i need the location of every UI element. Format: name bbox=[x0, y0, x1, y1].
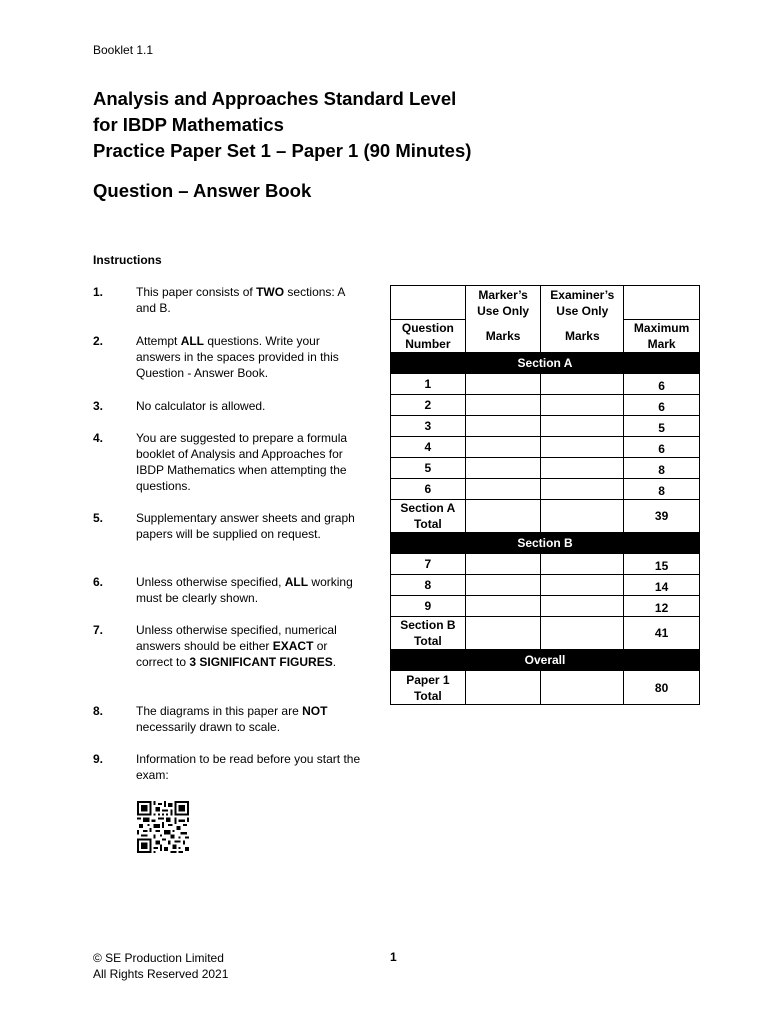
marker-marks-cell[interactable] bbox=[465, 395, 541, 416]
examiner-marks-cell[interactable] bbox=[541, 500, 624, 533]
marker-marks-cell[interactable] bbox=[465, 437, 541, 458]
examiner-marks-cell[interactable] bbox=[541, 458, 624, 479]
rights-text: All Rights Reserved 2021 bbox=[93, 967, 229, 981]
header-marks-examiner: Marks bbox=[541, 320, 624, 353]
booklet-label: Booklet 1.1 bbox=[93, 43, 154, 57]
section-a-total-label: Section A Total bbox=[391, 500, 466, 533]
document-title bbox=[93, 86, 471, 164]
marker-marks-cell[interactable] bbox=[465, 575, 541, 596]
examiner-marks-cell[interactable] bbox=[541, 596, 624, 617]
examiner-marks-cell[interactable] bbox=[541, 575, 624, 596]
maximum-mark: 15 bbox=[624, 554, 700, 575]
marker-marks-cell[interactable] bbox=[465, 554, 541, 575]
maximum-mark: 14 bbox=[624, 575, 700, 596]
question-number: 1 bbox=[391, 374, 466, 395]
marker-marks-cell[interactable] bbox=[465, 458, 541, 479]
maximum-mark: 8 bbox=[624, 479, 700, 500]
maximum-mark: 5 bbox=[624, 416, 700, 437]
maximum-mark: 6 bbox=[624, 395, 700, 416]
examiner-marks-cell[interactable] bbox=[541, 395, 624, 416]
title-line-2: for IBDP Mathematics bbox=[93, 114, 284, 135]
examiner-marks-cell[interactable] bbox=[541, 479, 624, 500]
marker-marks-cell[interactable] bbox=[465, 416, 541, 437]
copyright-text: © SE Production Limited bbox=[93, 951, 224, 965]
maximum-mark: 8 bbox=[624, 458, 700, 479]
question-number: 3 bbox=[391, 416, 466, 437]
title-line-1: Analysis and Approaches Standard Level bbox=[93, 88, 457, 109]
marker-marks-cell[interactable] bbox=[465, 617, 541, 650]
section-a-header: Section A bbox=[391, 353, 700, 374]
marker-marks-cell[interactable] bbox=[465, 374, 541, 395]
section-b-total-max: 41 bbox=[624, 617, 700, 650]
maximum-mark: 12 bbox=[624, 596, 700, 617]
qr-code-icon[interactable] bbox=[137, 801, 189, 853]
question-number: 6 bbox=[391, 479, 466, 500]
marks-table bbox=[390, 285, 700, 705]
section-a-total-max: 39 bbox=[624, 500, 700, 533]
examiner-marks-cell[interactable] bbox=[541, 437, 624, 458]
question-number: 8 bbox=[391, 575, 466, 596]
header-markers-use: Marker’s Use Only bbox=[465, 286, 541, 320]
question-number: 4 bbox=[391, 437, 466, 458]
footer-copyright bbox=[93, 950, 228, 982]
section-b-header: Section B bbox=[391, 533, 700, 554]
marker-marks-cell[interactable] bbox=[465, 479, 541, 500]
examiner-marks-cell[interactable] bbox=[541, 617, 624, 650]
question-number: 5 bbox=[391, 458, 466, 479]
title-line-3: Practice Paper Set 1 – Paper 1 (90 Minutes) bbox=[93, 140, 472, 161]
document-subtitle: Question – Answer Book bbox=[93, 180, 312, 201]
examiner-marks-cell[interactable] bbox=[541, 416, 624, 437]
question-number: 7 bbox=[391, 554, 466, 575]
header-blank-max bbox=[624, 286, 700, 320]
question-number: 2 bbox=[391, 395, 466, 416]
examiner-marks-cell[interactable] bbox=[541, 671, 624, 705]
header-examiners-use: Examiner’s Use Only bbox=[541, 286, 624, 320]
header-question-number: Question Number bbox=[391, 320, 466, 353]
page-number: 1 bbox=[390, 950, 397, 964]
instructions-heading: Instructions bbox=[93, 253, 162, 267]
examiner-marks-cell[interactable] bbox=[541, 554, 624, 575]
maximum-mark: 6 bbox=[624, 374, 700, 395]
marker-marks-cell[interactable] bbox=[465, 500, 541, 533]
section-b-total-label: Section B Total bbox=[391, 617, 466, 650]
maximum-mark: 6 bbox=[624, 437, 700, 458]
header-marks-marker: Marks bbox=[465, 320, 541, 353]
header-blank-question bbox=[391, 286, 466, 320]
examiner-marks-cell[interactable] bbox=[541, 374, 624, 395]
paper-total-max: 80 bbox=[624, 671, 700, 705]
paper-total-label: Paper 1 Total bbox=[391, 671, 466, 705]
question-number: 9 bbox=[391, 596, 466, 617]
marker-marks-cell[interactable] bbox=[465, 671, 541, 705]
overall-header: Overall bbox=[391, 650, 700, 671]
marker-marks-cell[interactable] bbox=[465, 596, 541, 617]
header-maximum-mark: Maximum Mark bbox=[624, 320, 700, 353]
